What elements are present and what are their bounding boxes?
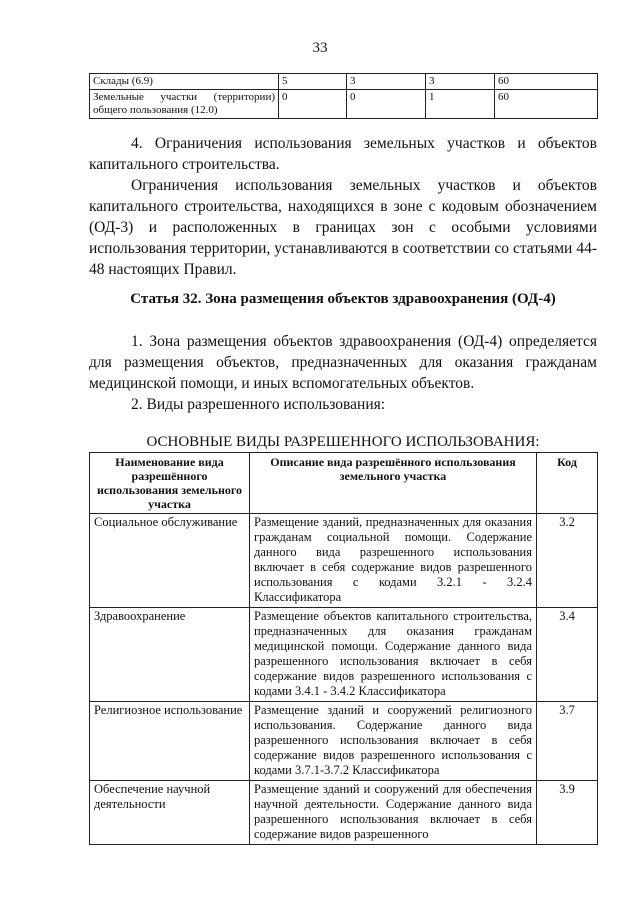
table-cell: 1 — [426, 90, 495, 119]
article-title: Статья 32. Зона размещения объектов здравоохранения (ОД-4) — [130, 291, 556, 307]
header-description: Описание вида разрешённого использования земельного участка — [250, 453, 537, 514]
table-cell: 0 — [347, 90, 426, 119]
table-row — [90, 781, 598, 845]
table-cell: 60 — [495, 90, 598, 119]
usage-description: Размещение объектов капитального строительства, предназначенных для оказания гражданам медицинской помощи. Содержание данного вида разрешенного использования включает в себя содержание видов разрешенного использования с кодами 3.4.1 - 3.4.2 Классификатора — [250, 608, 537, 702]
usage-name: Здравоохранение — [90, 608, 250, 702]
table-cell: 60 — [495, 74, 598, 90]
table-cell: 3 — [426, 74, 495, 90]
table-header-row — [90, 453, 598, 514]
table-cell: 5 — [279, 74, 347, 90]
table-cell: 0 — [279, 90, 347, 119]
header-name: Наименование вида разрешённого использования земельного участка — [90, 453, 250, 514]
usage-description: Размещение зданий и сооружений религиозного использования. Содержание данного вида разрешенного использования включает в себя содержание видов разрешенного использования с кодами 3.7.1-3.7.2 Классификатора — [250, 702, 537, 781]
usage-description: Размещение зданий и сооружений для обеспечения научной деятельности. Содержание данного вида разрешенного использования включает в себя содержание видов разрешенного — [250, 781, 537, 845]
usage-name: Религиозное использование — [90, 702, 250, 781]
page-number: 33 — [312, 40, 328, 56]
table-cell: Склады (6.9) — [90, 74, 279, 90]
usage-name: Обеспечение научной деятельности — [90, 781, 250, 845]
usage-description: Размещение зданий, предназначенных для оказания гражданам социальной помощи. Содержание данного вида разрешенного использования включает в себя содержание видов разрешенного использования с кодами 3.2.1 - 3.2.4 Классификатора — [250, 514, 537, 608]
table-cell: Земельные участки (территории) общего пользования (12.0) — [90, 90, 279, 119]
table-cell: 3 — [347, 74, 426, 90]
header-code: Код — [537, 453, 598, 514]
usage-code: 3.7 — [537, 702, 598, 781]
table-row — [90, 74, 598, 90]
paragraph-zone-definition: 1. Зона размещения объектов здравоохранения (ОД-4) определяется для размещения объектов, предназначенных для оказания гражданам медицинской помощи, и иных вспомогательных объектов. — [89, 333, 597, 392]
usage-code: 3.9 — [537, 781, 598, 845]
paragraph-usage-types: 2. Виды разрешенного использования: — [131, 396, 386, 413]
usage-code: 3.4 — [537, 608, 598, 702]
table-title: ОСНОВНЫЕ ВИДЫ РАЗРЕШЕННОГО ИСПОЛЬЗОВАНИЯ: — [146, 434, 540, 450]
table-row — [90, 608, 598, 702]
table-row — [90, 90, 598, 119]
table-row — [90, 514, 598, 608]
table-row — [90, 702, 598, 781]
paragraph-restrictions-heading: 4. Ограничения использования земельных участков и объектов капитального строительства. — [89, 135, 597, 173]
usage-name: Социальное обслуживание — [90, 514, 250, 608]
paragraph-restrictions-text: Ограничения использования земельных участков и объектов капитального строительства, находящихся в зоне с кодовым обозначением (ОД-3) и расположенных в границах зон с особыми условиями использования территории, устанавливаются в соответствии со статьями 44-48 настоящих Правил. — [89, 177, 597, 278]
usage-types-table — [89, 452, 598, 845]
usage-code: 3.2 — [537, 514, 598, 608]
zone-parameters-table — [89, 73, 598, 119]
